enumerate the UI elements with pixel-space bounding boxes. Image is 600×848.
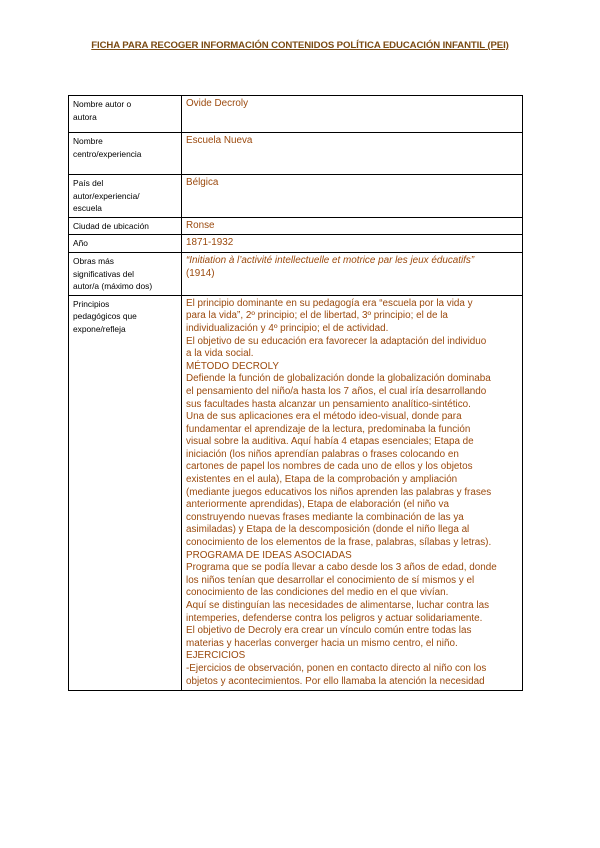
principios-text-line: fundamentar el aprendizaje de la lectura, predominaba la función: [186, 423, 471, 435]
principios-text-line: asimiladas) y Etapa de la descomposición (donde el niño llega al: [186, 524, 470, 536]
principios-text-line: conocimiento de los elementos de la frase, palabras, sílabas y letras).: [186, 537, 492, 549]
principios-text-line: existentes en el aula), Etapa de la comprobación y ampliación: [186, 474, 458, 486]
autor-label: [69, 96, 182, 133]
principios-text-line: cartones de papel los nombres de cada uno de ellos y los objetos: [186, 461, 473, 473]
principios-text-line: materias y hacerlas converger hacia un mismo centro, el niño.: [186, 637, 458, 649]
pais-label: [69, 175, 182, 218]
principios-text-line: intemperies, defenderse contra los peligros y actuar solidariamente.: [186, 612, 483, 624]
centro-value: Escuela Nueva: [182, 133, 523, 175]
section-heading-programa: PROGRAMA DE IDEAS ASOCIADAS: [186, 549, 352, 561]
obras-label-line: significativas del: [73, 268, 134, 279]
principios-text-line: los niños tenían que desarrollar el conocimiento de sí mismos y el: [186, 574, 475, 586]
principios-text-line: a la vida social.: [186, 348, 254, 360]
principios-text-line: Una de sus aplicaciones era el método ideo-visual, donde para: [186, 411, 462, 423]
principios-text-line: Programa que se podía llevar a cabo desde los 3 años de edad, donde: [186, 562, 497, 574]
principios-text-line: El principio dominante en su pedagogía era “escuela por la vida y: [186, 297, 473, 309]
pais-value: Bélgica: [182, 175, 523, 218]
anio-value: 1871-1932: [182, 235, 523, 253]
obras-label: [69, 252, 182, 295]
ciudad-label: Ciudad de ubicación: [69, 217, 182, 235]
table-row-anio: [69, 235, 523, 253]
table-row-autor: [69, 96, 523, 133]
table-row-pais: [69, 175, 523, 218]
principios-text-line: el pensamiento del niño/a hasta los 7 años, el cual iría desarrollando: [186, 385, 487, 397]
obras-label-line: autor/a (máximo dos): [73, 281, 153, 292]
principios-text-line: anteriormente aprendidas), Etapa de elaboración (el niño va: [186, 499, 449, 511]
principios-text-line: El objetivo de su educación era favorecer la adaptación del individuo: [186, 335, 487, 347]
document-title: FICHA PARA RECOGER INFORMACIÓN CONTENIDOS POLÍTICA EDUCACIÓN INFANTIL (PEI): [91, 40, 509, 51]
anio-label: Año: [69, 235, 182, 253]
principios-text-line: Defiende la función de globalización donde la globalización dominaba: [186, 373, 491, 385]
principios-text-line: (mediante juegos educativos los niños aprenden las palabras y frases: [186, 486, 492, 498]
principios-text-line: construyendo nuevas frases mediante la combinación de las ya: [186, 511, 464, 523]
section-heading-metodo: MÉTODO DECROLY: [186, 360, 279, 372]
table-row-centro: [69, 133, 523, 175]
principios-text-line: sus facultades hasta alcanzar un pensamiento analítico-sintético.: [186, 398, 471, 410]
centro-label: [69, 133, 182, 175]
principios-text-line: para la vida”, 2º principio; el de libertad, 3º principio; el de la: [186, 310, 448, 322]
autor-label-line: autora: [73, 111, 97, 122]
obras-label-line: Obras más: [73, 255, 114, 266]
principios-label-line: Principios: [73, 298, 110, 309]
info-table: [68, 95, 523, 691]
autor-value: Ovide Decroly: [182, 96, 523, 133]
obras-title: “Initiation à l’activité intellectuelle et motrice par les jeux éducatifs”: [186, 254, 475, 266]
centro-label-line: Nombre: [73, 136, 103, 146]
principios-label-line: expone/refleja: [73, 323, 126, 334]
obras-value: [182, 252, 523, 295]
section-heading-ejercicios: EJERCICIOS: [186, 650, 246, 662]
table-row-obras: [69, 252, 523, 295]
ciudad-value: Ronse: [182, 217, 523, 235]
principios-text-line: visual sobre la auditiva. Aquí había 4 etapas esenciales; Etapa de: [186, 436, 474, 448]
principios-label: [69, 295, 182, 690]
centro-label-line: centro/experiencia: [73, 148, 142, 159]
table-row-principios: [69, 295, 523, 690]
principios-text-line: conocimiento de las condiciones del medio en el que vivían.: [186, 587, 449, 599]
pais-label-line: escuela: [73, 203, 102, 214]
principios-text-line: iniciación (los niños aprendían palabras o frases colocando en: [186, 448, 459, 460]
principios-text-line: El objetivo de Decroly era crear un vínculo común entre todas las: [186, 625, 472, 637]
obras-year: (1914): [186, 267, 215, 279]
pais-label-line: País del: [73, 178, 104, 188]
principios-text-line: -Ejercicios de observación, ponen en contacto directo al niño con los: [186, 662, 487, 674]
pais-label-line: autor/experiencia/: [73, 190, 140, 201]
table-row-ciudad: [69, 217, 523, 235]
principios-text-line: individualización y 4º principio; el de actividad.: [186, 322, 389, 334]
principios-text-line: objetos y acontecimientos. Por ello llamaba la atención la necesidad: [186, 675, 485, 687]
principios-value: [182, 295, 523, 690]
autor-label-line: Nombre autor o: [73, 99, 132, 109]
principios-text-line: Aquí se distinguían las necesidades de alimentarse, luchar contra las: [186, 600, 490, 611]
principios-label-line: pedagógicos que: [73, 311, 137, 322]
